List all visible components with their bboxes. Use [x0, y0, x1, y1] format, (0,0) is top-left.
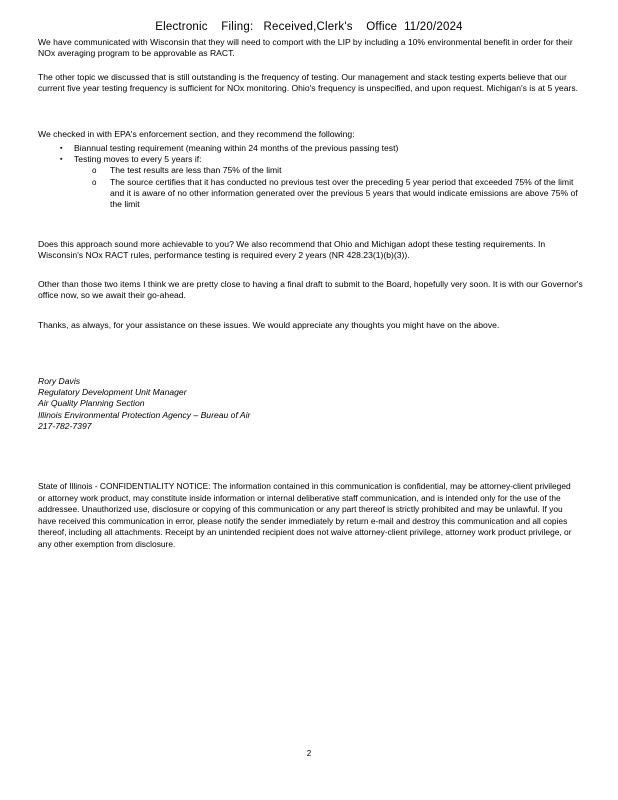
sub-bullet-test-results: The test results are less than 75% of the limit	[110, 165, 282, 176]
list-item	[38, 143, 586, 154]
signature-agency: Illinois Environmental Protection Agency – Bureau of Air	[38, 409, 251, 420]
sub-bullet-source-certifies: The source certifies that it has conducted no previous test over the preceding 5 year period that exceeded 75% of the limit and it is aware of no other information generated over the previous 5 years that would indicate emissions are above 75% of the limit	[110, 176, 578, 210]
paragraph-testing-frequency: The other topic we discussed that is still outstanding is the frequency of testing. Our management and stack testing experts believe that our current five year testing frequency is sufficient for NOx monitoring. Ohio's frequency is unspecified, and upon request. Michigan's is at 5 years.	[38, 72, 579, 94]
sub-condition-list	[74, 165, 586, 210]
signature-block	[38, 376, 250, 432]
paragraph-wisconsin: We have communicated with Wisconsin that they will need to comport with the LIP by including a 10% environmental benefit in order for their NOx averaging program to be approvable as RACT.	[38, 37, 573, 59]
filing-stamp: Electronic Filing: Received,Clerk's Office 11/20/2024	[155, 21, 463, 33]
paragraph-epa-recommendation: We checked in with EPA's enforcement section, and they recommend the following:	[38, 129, 355, 139]
paragraph-final-draft: Other than those two items I think we are pretty close to having a final draft to submit to the Board, hopefully very soon. It is with our Governor's office now, so we await their go-ahead.	[38, 279, 583, 301]
signature-section: Air Quality Planning Section	[38, 398, 145, 409]
signature-name: Rory Davis	[38, 376, 81, 386]
signature-title: Regulatory Development Unit Manager	[38, 387, 187, 398]
list-item	[74, 165, 586, 176]
paragraph-thanks: Thanks, as always, for your assistance on these issues. We would appreciate any thoughts you might have on the above.	[38, 320, 500, 330]
list-item	[74, 177, 586, 211]
page-number: 2	[306, 749, 312, 758]
list-item	[38, 154, 586, 210]
bullet-five-year-testing: Testing moves to every 5 years if:	[74, 154, 202, 165]
paragraph-approach: Does this approach sound more achievable to you? We also recommend that Ohio and Michigan adopt these testing requirements. In Wisconsin's NOx RACT rules, performance testing is required every 2 years (NR 428.23(1)(b)(3)).	[38, 239, 546, 261]
confidentiality-notice: State of Illinois - CONFIDENTIALITY NOTICE: The information contained in this communication is confidential, may be attorney-client privileged or attorney work product, may constitute inside information or internal deliberative staff communication, and is intended only for the use of the addressee. Unauthorized use, disclosure or copying of this communication or any part thereof is strictly prohibited and may be unlawful. If you have received this communication in error, please notify the sender immediately by return e-mail and destroy this communication and all copies thereof, including all attachments. Receipt by an unintended recipient does not waive attorney-client privilege, attorney work product privilege, or any other exemption from disclosure.	[38, 481, 572, 549]
bullet-biannual-testing: Biannual testing requirement (meaning within 24 months of the previous passing test)	[74, 143, 399, 153]
signature-phone: 217-782-7397	[38, 420, 92, 431]
recommendation-list	[38, 143, 586, 210]
